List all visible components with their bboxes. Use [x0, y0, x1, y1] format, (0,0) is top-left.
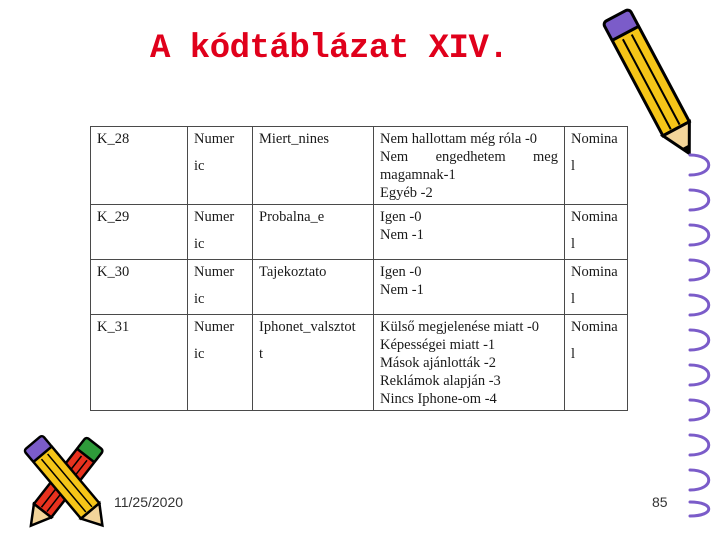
- name-cell: Iphonet_valsztot t: [253, 315, 374, 411]
- table-row: [91, 260, 628, 315]
- type-cell: Numer ic: [188, 127, 253, 205]
- measure-cell: Nomina l: [565, 205, 628, 260]
- code-cell: K_29: [91, 205, 188, 260]
- table-row: [91, 315, 628, 411]
- pencils-icon: [0, 430, 135, 540]
- table-row: [91, 127, 628, 205]
- name-cell: Tajekoztato: [253, 260, 374, 315]
- code-cell: K_31: [91, 315, 188, 411]
- measure-cell: Nomina l: [565, 260, 628, 315]
- name-cell: Probalna_e: [253, 205, 374, 260]
- type-cell: Numer ic: [188, 205, 253, 260]
- measure-cell: Nomina l: [565, 315, 628, 411]
- code-cell: K_30: [91, 260, 188, 315]
- name-cell: Miert_nines: [253, 127, 374, 205]
- options-cell: Külső megjelenése miatt -0 Képességei miatt -1 Mások ajánlották -2 Reklámok alapján -3 Nincs Iphone-om -4: [374, 315, 565, 411]
- type-cell: Numer ic: [188, 260, 253, 315]
- options-cell: Nem hallottam még róla -0 Nem engedhetem meg magamnak-1 Egyéb -2: [374, 127, 565, 205]
- table-row: [91, 205, 628, 260]
- type-cell: Numer ic: [188, 315, 253, 411]
- spiral-binding: [680, 150, 720, 520]
- page-number: 85: [652, 494, 668, 510]
- slide-date: 11/25/2020: [114, 494, 184, 510]
- code-table-grid: [90, 126, 628, 411]
- options-cell: Igen -0 Nem -1: [374, 205, 565, 260]
- code-cell: K_28: [91, 127, 188, 205]
- options-cell: Igen -0 Nem -1: [374, 260, 565, 315]
- code-table: [90, 126, 627, 406]
- slide-title: A kódtáblázat XIV.: [150, 30, 509, 68]
- measure-cell: Nomina l: [565, 127, 628, 205]
